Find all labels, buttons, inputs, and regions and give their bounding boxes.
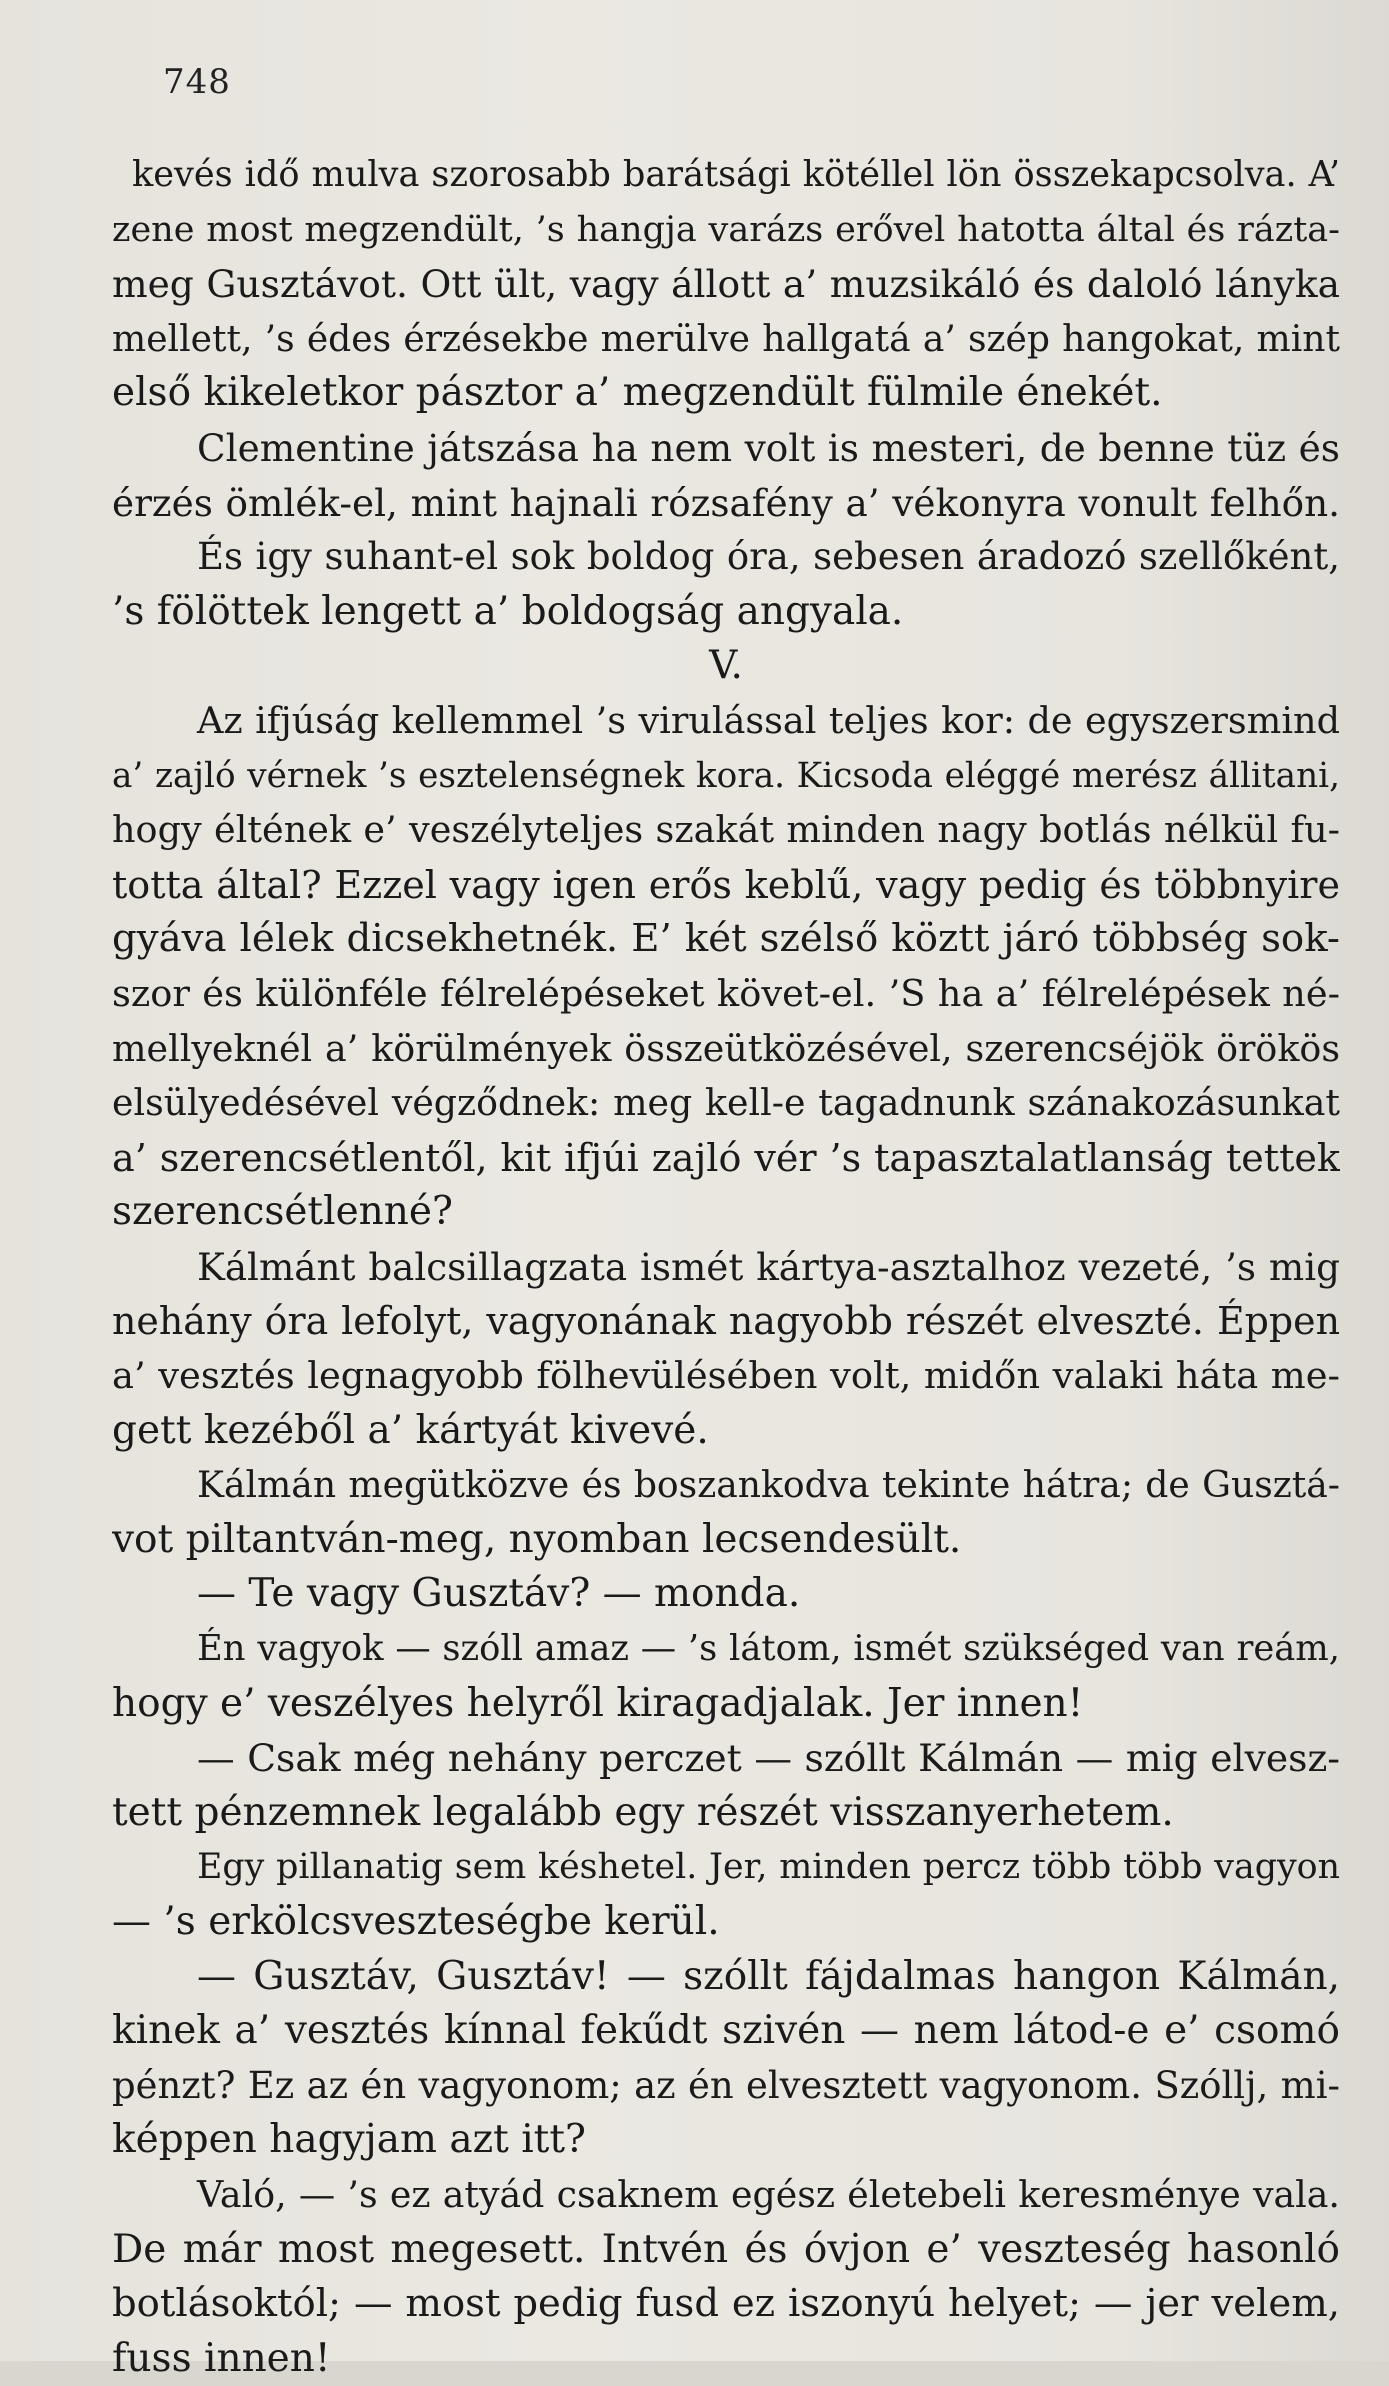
text-line: szor és különféle félrelépéseket követ-el. ’S ha a’ félrelépések né- <box>112 971 1340 1015</box>
text-line: — ’s erkölcsveszteségbe kerül. <box>112 1899 720 1944</box>
text-line: vot piltantván-meg, nyomban lecsendesült. <box>112 1516 962 1562</box>
text-line: elsülyedésével végződnek: meg kell-e tagadnunk szánakozásunkat <box>112 1081 1340 1125</box>
text-line: gett kezéből a’ kártyát kivevé. <box>112 1407 709 1453</box>
text-line: a’ szerencsétlentől, kit ifjúi zajló vér ’s tapasztalatlanság tettek <box>112 1135 1340 1180</box>
text-line: érzés ömlék-el, mint hajnali rózsafény a’ vékonyra vonult felhőn. <box>112 480 1340 525</box>
text-line: Clementine játszása ha nem volt is mesteri, de benne tüz és <box>197 425 1340 470</box>
text-line: Kálmánt balcsillagzata ismét kártya-asztalhoz vezeté, ’s mig <box>197 1244 1340 1289</box>
text-line: mellett, ’s édes érzésekbe merülve hallgatá a’ szép hangokat, mint <box>112 317 1340 360</box>
text-line: Kálmán megütközve és boszankodva tekinte hátra; de Gusztá- <box>197 1463 1340 1507</box>
text-line: kevés idő mulva szorosabb barátsági kötéllel lön összekapcsolva. A’ <box>132 154 1340 195</box>
text-line: hogy éltének e’ veszélyteljes szakát minden nagy botlás nélkül fu- <box>112 808 1340 852</box>
text-line: totta által? Ezzel vagy igen erős keblű, vagy pedig és többnyire <box>112 862 1340 907</box>
text-line: ’s fölöttek lengett a’ boldogság angyala. <box>112 588 904 634</box>
text-line: botlásoktól; — most pedig fusd ez iszonyú helyet; — jer velem, <box>112 2281 1340 2327</box>
text-line: — Gusztáv, Gusztáv! — szóllt fájdalmas hangon Kálmán, <box>197 1953 1340 1999</box>
chapter-heading: V. <box>709 643 743 689</box>
text-line: hogy e’ veszélyes helyről kiragadjalak. Jer innen! <box>112 1680 1084 1726</box>
text-line: első kikeletkor pásztor a’ megzendült fülmile énekét. <box>112 370 1163 416</box>
text-line: szerencsétlenné? <box>112 1189 453 1235</box>
text-line: fuss innen! <box>112 2335 331 2381</box>
text-line: Én vagyok — szóll amaz — ’s látom, ismét szükséged van reám, <box>197 1628 1340 1670</box>
text-line: a’ zajló vérnek ’s esztelenségnek kora. Kicsoda eléggé merész állitani, <box>112 755 1340 796</box>
page-number: 748 <box>163 62 231 102</box>
text-line: gyáva lélek dicsekhetnék. E’ két szélső köztt járó többség sok- <box>112 916 1340 962</box>
text-line: Való, — ’s ez atyád csaknem egész életebeli keresménye vala. <box>197 2172 1340 2216</box>
text-line: zene most megzendült, ’s hangja varázs erővel hatotta által és rázta- <box>112 208 1340 250</box>
text-line: tett pénzemnek legalább egy részét visszanyerhetem. <box>112 1789 1174 1835</box>
text-line: Egy pillanatig sem késhetel. Jer, minden percz több több vagyon <box>197 1847 1340 1888</box>
text-line: — Csak még nehány perczet — szóllt Kálmán — mig elvesz- <box>197 1736 1340 1781</box>
text-line: És igy suhant-el sok boldog óra, sebesen áradozó szellőként, <box>197 535 1340 579</box>
body-text <box>112 148 1340 2386</box>
text-line: mellyeknél a’ körülmények összeütközésével, szerencséjök örökös <box>112 1026 1340 1070</box>
text-line: kinek a’ vesztés kínnal fekűdt szivén — nem látod-e e’ csomó <box>112 2008 1340 2054</box>
text-line: meg Gusztávot. Ott ült, vagy állott a’ muzsikáló és daloló lányka <box>112 262 1340 307</box>
text-line: De már most megesett. Intvén és óvjon e’ veszteség hasonló <box>112 2226 1340 2272</box>
text-line: a’ vesztés legnagyobb fölhevülésében volt, midőn valaki háta me- <box>112 1354 1340 1398</box>
text-line: — Te vagy Gusztáv? — monda. <box>197 1571 801 1617</box>
text-line: képpen hagyjam azt itt? <box>112 2117 586 2163</box>
text-line: nehány óra lefolyt, vagyonának nagyobb részét elveszté. Éppen <box>112 1299 1340 1344</box>
text-line: Az ifjúság kellemmel ’s virulással teljes kor: de egyszersmind <box>197 698 1340 742</box>
text-line: pénzt? Ez az én vagyonom; az én elvesztett vagyonom. Szóllj, mi- <box>112 2063 1340 2107</box>
